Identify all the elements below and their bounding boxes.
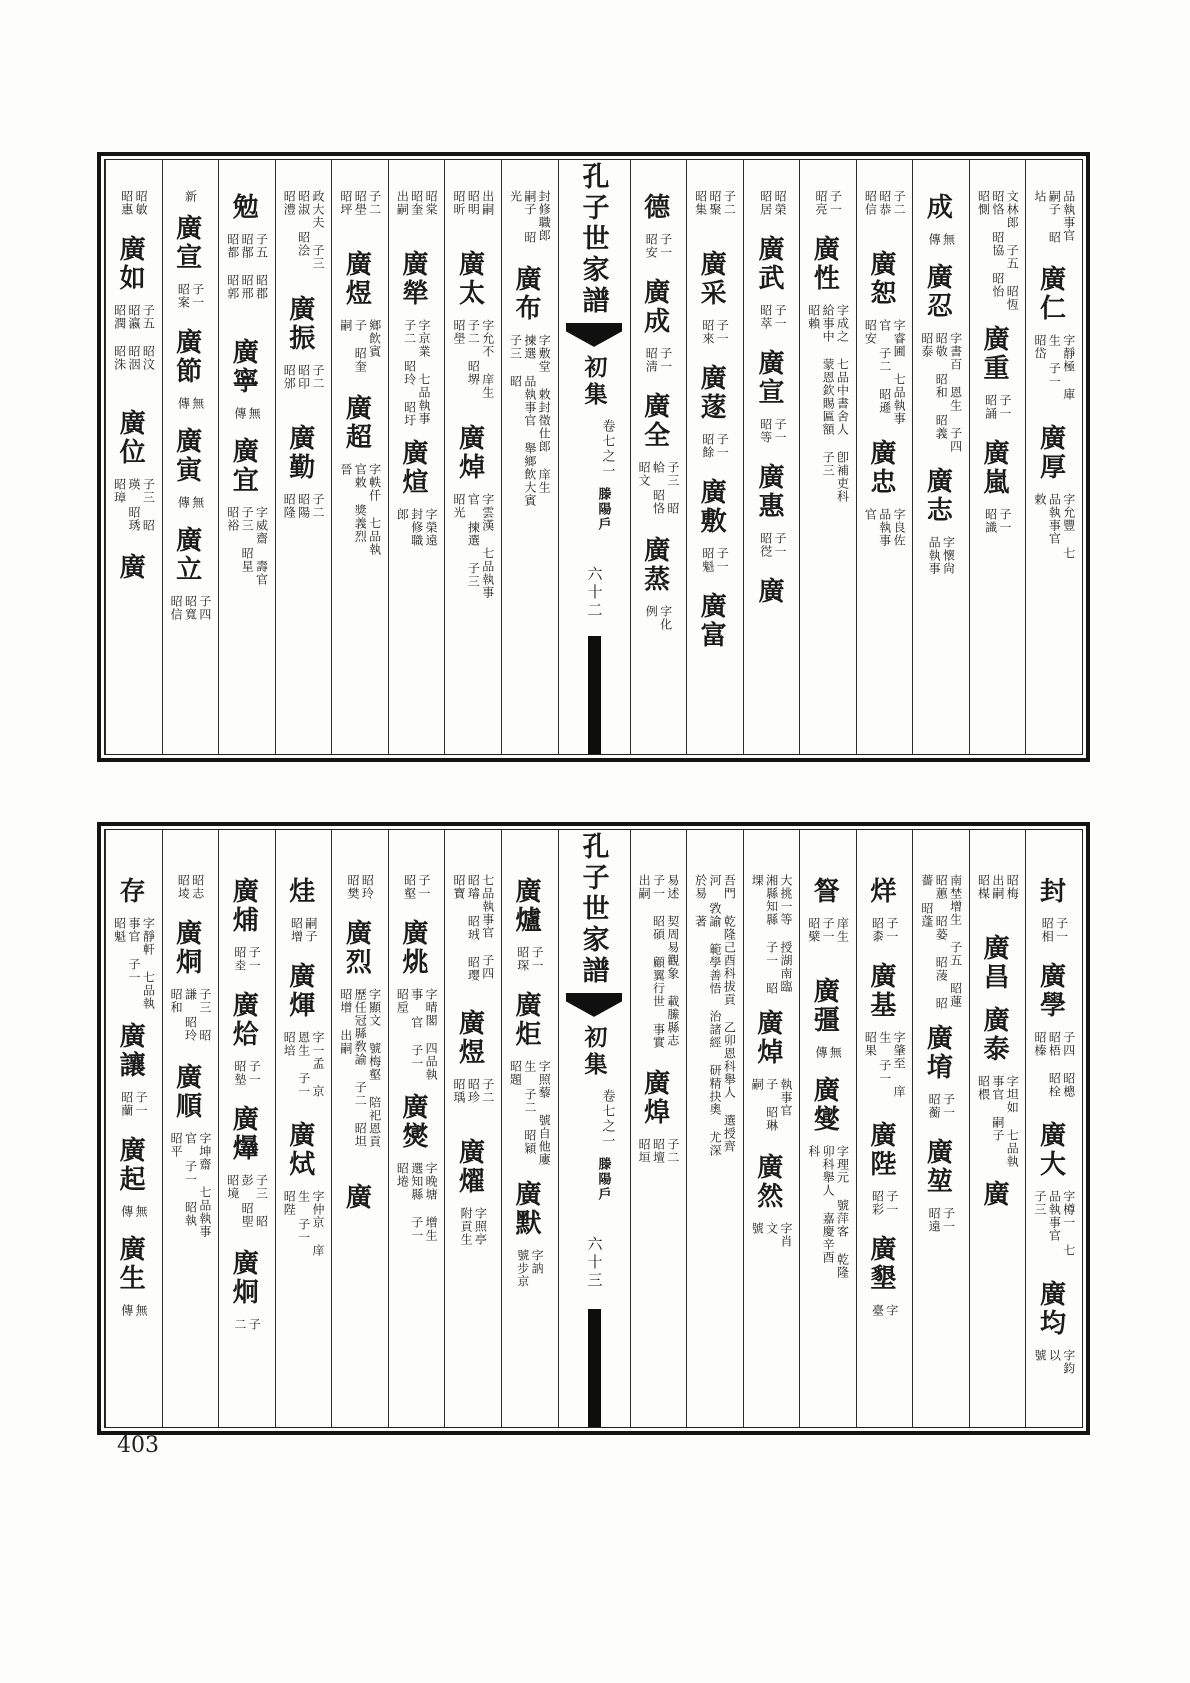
- person-name: 廣: [979, 1180, 1009, 1209]
- genealogy-column: [799, 830, 856, 1427]
- annotation-text: 政大夫 子三 昭淑 昭浍 昭澧: [282, 190, 326, 270]
- person-name: 廣: [342, 1183, 372, 1212]
- person-name: 廣全: [640, 392, 670, 450]
- person-name: 廣起: [116, 1136, 146, 1194]
- person-name: 廣厚: [1036, 424, 1066, 482]
- person-name: 廣振: [285, 295, 315, 353]
- person-name: 成: [923, 193, 953, 222]
- annotation-text: 子二: [232, 1318, 262, 1331]
- annotation-text: 字懷尙 品執事: [927, 536, 956, 575]
- annotation-text: 字訥 號步京: [515, 1249, 545, 1288]
- column-text-flow: [806, 870, 849, 1427]
- annotation-text: 字仲京 庠生 子一 昭陛: [282, 1190, 326, 1257]
- annotation-text: 出嗣 昭明 昭昕: [451, 190, 495, 216]
- annotation-text: 字化例: [644, 605, 673, 631]
- annotation-text: 無傳: [813, 1046, 843, 1059]
- genealogy-column: [501, 830, 558, 1427]
- genealogy-column: [105, 160, 162, 754]
- column-text-flow: [112, 186, 155, 754]
- annotation-text: 字肇至 庠生 子一 昭果: [863, 1031, 907, 1098]
- annotation-text: 子二 昭陽 昭隆: [282, 493, 326, 519]
- annotation-text: 字敷堂 敕封徵仕郎 庠生 揀選 品執事官 舉鄉飲大賓 子三 昭: [508, 334, 552, 507]
- person-name: 廣燮: [810, 1076, 840, 1134]
- folio-label: 六十二: [585, 566, 602, 620]
- annotation-text: 字威齋 壽官 子三 昭星 昭裕: [225, 506, 269, 586]
- person-name: 廣犖: [398, 250, 428, 308]
- annotation-text: 字靜軒 七品執事官 子一 昭魁: [112, 917, 156, 1010]
- genealogy-column: [630, 830, 687, 1427]
- page-inner-top: [104, 159, 1083, 755]
- household-label: 滕陽戶: [596, 1157, 612, 1202]
- column-text-flow: [508, 186, 551, 754]
- genealogy-column: [1025, 830, 1082, 1427]
- person-name: 廣爗: [229, 1105, 259, 1163]
- genealogy-column: [444, 830, 501, 1427]
- genealogy-column: [444, 160, 501, 754]
- person-name: 廣生: [116, 1235, 146, 1293]
- genealogy-column: [743, 830, 800, 1427]
- person-name: 廣均: [1036, 1280, 1066, 1338]
- annotation-text: 新: [183, 190, 198, 203]
- person-name: 廣墾: [866, 1235, 896, 1293]
- person-name: 德: [640, 193, 670, 222]
- person-name: 廣然: [753, 1153, 783, 1211]
- person-name: 廣讓: [116, 1022, 146, 1080]
- annotation-text: 子二 昭珍 昭瑀: [451, 1078, 495, 1104]
- annotation-text: 字鈞以 號: [1033, 1349, 1076, 1375]
- genealogy-column: [275, 160, 332, 754]
- person-name: 廣烳: [229, 877, 259, 935]
- person-name: 廣烒: [285, 1121, 315, 1179]
- genealogy-column: [856, 830, 913, 1427]
- person-name: 廣布: [512, 265, 542, 323]
- person-name: 廣宜: [229, 437, 259, 495]
- annotation-text: 子一 昭壑: [402, 874, 431, 900]
- annotation-text: 字靜極 庫生 子一 昭岱: [1033, 334, 1076, 401]
- annotation-text: 子一 昭琛: [515, 946, 545, 972]
- person-name: 廣忍: [923, 263, 953, 321]
- annotation-text: 字照藜 號自他廔 生 子二 昭穎 昭題: [508, 1060, 552, 1166]
- person-name: 廣烑: [398, 919, 428, 977]
- annotation-text: 庠生 子一 昭檗: [806, 917, 850, 943]
- person-name: 存: [116, 877, 146, 906]
- genealogy-column: [331, 160, 388, 754]
- genealogy-column: [1025, 160, 1082, 754]
- annotation-text: 字良佐 品執事 官: [863, 508, 907, 547]
- annotation-text: 子三 昭彭 昭堲 昭境: [225, 1174, 269, 1228]
- person-name: 廣焯: [753, 1009, 783, 1067]
- person-name: 廣勤: [285, 424, 315, 482]
- annotation-text: 無傳: [927, 233, 956, 246]
- column-text-flow: [452, 186, 495, 754]
- genealogy-column: [162, 830, 219, 1427]
- person-name: 廣煜: [455, 1009, 485, 1067]
- page-number: 403: [117, 1433, 159, 1458]
- column-text-flow: [920, 870, 963, 1427]
- person-name: 廣節: [172, 328, 202, 386]
- annotation-text: 執事官 子 昭琳 嗣: [750, 1078, 793, 1132]
- person-name: 廣炯: [229, 1249, 259, 1307]
- annotation-text: 子二 昭聚 昭集: [693, 190, 737, 216]
- person-name: 廣仁: [1036, 265, 1066, 323]
- annotation-text: 字軼仟 七品執 官敕 獎義烈 晉: [338, 463, 382, 556]
- person-name: 廣超: [342, 394, 372, 452]
- annotation-text: 字京業 七品執事 子二 昭玲 昭圩: [402, 319, 431, 427]
- genealogy-column: [218, 160, 275, 754]
- folio-label: 六十三: [585, 1236, 602, 1290]
- annotation-text: 字允不 庠生 子二 昭堺 昭壆: [451, 319, 495, 399]
- page-frame-top: [97, 152, 1090, 762]
- annotation-text: 子一 昭坴: [232, 946, 262, 972]
- annotation-text: 無傳: [176, 496, 205, 509]
- annotation-text: 封修職郎 嗣子 昭光: [508, 190, 552, 244]
- annotation-text: 子三 昭謙 昭玲 昭和: [169, 988, 212, 1042]
- person-name: 廣蒸: [640, 536, 670, 594]
- column-text-flow: [976, 186, 1019, 754]
- person-name: 廣蓫: [697, 364, 727, 422]
- genealogy-column: [912, 830, 969, 1427]
- annotation-text: 字雲漢 七品執事官 揀選 子三 昭光: [451, 493, 495, 599]
- book-title: 孔子世家譜: [578, 832, 609, 987]
- column-text-flow: [508, 870, 551, 1427]
- person-name: 廣默: [512, 1180, 542, 1238]
- annotation-text: 昭玲 昭樊: [346, 874, 375, 900]
- person-name: 廣學: [1036, 962, 1066, 1020]
- annotation-text: 鄉飲賓 子 昭奎 嗣: [338, 319, 382, 373]
- genealogy-column: [969, 830, 1026, 1427]
- annotation-text: 子二 昭壆 昭坪: [338, 190, 382, 216]
- person-name: 廣煊: [398, 439, 428, 497]
- annotation-text: 昭敏 昭惠: [119, 190, 149, 216]
- person-name: 廣惠: [755, 463, 785, 521]
- fishtail-ornament: [566, 323, 622, 349]
- title-column-top: [558, 160, 630, 754]
- person-name: 廣烈: [342, 919, 372, 977]
- person-name: 廣彊: [810, 977, 840, 1035]
- annotation-text: 子二 昭壇 昭垣: [637, 1138, 680, 1164]
- column-text-flow: [112, 870, 155, 1427]
- person-name: 廣忠: [866, 439, 896, 497]
- annotation-text: 子五 昭郡 昭鄁 昭邢 昭都 昭郭: [225, 233, 269, 300]
- column-text-flow: [395, 870, 438, 1427]
- annotation-text: 無傳: [176, 397, 205, 410]
- person-name: 廣宣: [755, 349, 785, 407]
- person-name: 詧: [810, 877, 840, 906]
- annotation-text: 字樽一 七品執事官 子三: [1033, 1190, 1076, 1257]
- annotation-text: 字臺: [870, 1304, 899, 1317]
- person-name: 勉: [229, 193, 259, 222]
- annotation-text: 字坦如 七品執事官 嗣子 昭椳: [976, 1075, 1020, 1168]
- annotation-text: 子一 昭萃: [758, 304, 788, 330]
- person-name: 廣: [116, 553, 146, 582]
- person-name: 封: [1036, 877, 1066, 906]
- column-text-flow: [693, 870, 736, 1427]
- annotation-text: 子一 昭遠: [927, 1207, 956, 1233]
- annotation-text: 無傳: [119, 1304, 149, 1317]
- person-name: 廣嵐: [979, 439, 1009, 497]
- column-text-flow: [452, 870, 495, 1427]
- annotation-text: 子一 昭餘: [700, 433, 730, 459]
- annotation-text: 子四 昭樬 昭梧 昭栓 昭榛: [1033, 1031, 1076, 1098]
- genealogy-column: [162, 160, 219, 754]
- column-text-flow: [338, 870, 381, 1427]
- column-text-flow: [806, 186, 849, 754]
- column-text-flow: [863, 870, 906, 1427]
- annotation-text: 昭志 昭堎: [176, 874, 205, 900]
- person-name: 烊: [866, 877, 896, 906]
- person-name: 廣煜: [342, 250, 372, 308]
- person-name: 廣炬: [512, 991, 542, 1049]
- annotation-text: 子二 昭恭 昭信: [863, 190, 907, 216]
- genealogy-column: [105, 830, 162, 1427]
- annotation-text: 字坤齋 七品執事官 子一 昭執 昭平: [169, 1132, 212, 1238]
- annotation-text: 字書百 恩生 子四 昭敬 昭和 昭義 昭泰: [919, 332, 963, 453]
- person-name: 廣志: [923, 467, 953, 525]
- person-name: 廣堉: [923, 1024, 953, 1082]
- person-name: 烓: [285, 877, 315, 906]
- annotation-text: 子一 昭識: [983, 508, 1013, 534]
- annotation-text: 無傳: [119, 1205, 149, 1218]
- annotation-text: 子一 昭案: [176, 283, 205, 309]
- annotation-text: 子一 昭相: [1040, 917, 1069, 943]
- annotation-text: 字榮遠 封修職 郎: [395, 508, 439, 547]
- person-name: 廣烔: [172, 919, 202, 977]
- annotation-text: 子一 昭魁: [700, 547, 730, 573]
- collection-label: 初集: [581, 1025, 607, 1079]
- annotation-text: 七品執事官 子四 昭璿 昭珬 昭璎 昭寶: [451, 874, 495, 982]
- person-name: 廣立: [172, 526, 202, 584]
- person-name: 廣基: [866, 962, 896, 1020]
- column-text-flow: [920, 186, 963, 754]
- fishtail-ornament: [566, 993, 622, 1019]
- person-name: 廣寧: [229, 338, 259, 396]
- genealogy-column: [969, 160, 1026, 754]
- column-text-flow: [395, 186, 438, 754]
- annotation-text: 子四 昭寬 昭信: [169, 595, 212, 621]
- person-name: 廣武: [755, 235, 785, 293]
- annotation-text: 字允豐 七品執事官 敕: [1033, 493, 1076, 560]
- annotation-text: 昭梅 出嗣 昭楳: [976, 874, 1020, 900]
- column-text-flow: [225, 870, 268, 1427]
- person-name: 廣富: [697, 592, 727, 650]
- annotation-text: 子一 昭彩: [870, 1190, 899, 1216]
- person-name: 廣大: [1036, 1121, 1066, 1179]
- household-label: 滕陽戶: [596, 487, 612, 532]
- column-text-flow: [863, 186, 906, 754]
- annotation-text: 字成之 七品中書舍人 卽補吏科給事中 蒙恩欽賜匾額 子三 昭賴: [806, 304, 850, 503]
- column-text-flow: [225, 186, 268, 754]
- page-frame-bottom: [97, 822, 1090, 1435]
- column-text-flow: [169, 870, 212, 1427]
- annotation-text: 子一 昭蘅: [927, 1093, 956, 1119]
- person-name: 廣采: [697, 250, 727, 308]
- person-name: 廣烚: [229, 991, 259, 1049]
- annotation-text: 字一孟 京恩生 子一 昭培: [282, 1031, 326, 1098]
- column-text-flow: [637, 870, 680, 1427]
- column-text-flow: [169, 186, 212, 754]
- person-name: 廣順: [172, 1063, 202, 1121]
- person-name: 廣恕: [866, 250, 896, 308]
- person-name: 廣成: [640, 278, 670, 336]
- genealogy-column: [388, 160, 445, 754]
- page-inner-bottom: [104, 829, 1083, 1428]
- annotation-text: 南埜增生 子五 昭蓮 昭蕙 昭蒆 昭蓤 昭薔 昭蓬: [919, 874, 963, 1010]
- genealogy-column: [630, 160, 687, 754]
- annotation-text: 子五 昭汶 昭瀛 昭洇 昭潤 昭洙: [112, 304, 156, 371]
- column-text-flow: [637, 186, 680, 754]
- column-text-flow: [282, 870, 325, 1427]
- person-name: 廣㷆: [640, 1069, 670, 1127]
- person-name: 廣堃: [923, 1138, 953, 1196]
- annotation-text: 字照亭 附貢生: [459, 1207, 488, 1246]
- annotation-text: 子三 昭帢 昭恪 昭文: [637, 461, 680, 515]
- person-name: 廣敷: [697, 478, 727, 536]
- person-name: 廣性: [810, 235, 840, 293]
- column-text-flow: [976, 870, 1019, 1427]
- column-text-flow: [1033, 186, 1076, 754]
- column-text-flow: [1033, 870, 1076, 1427]
- genealogy-column: [686, 830, 743, 1427]
- column-text-flow: [338, 186, 381, 754]
- person-name: 廣昌: [979, 934, 1009, 992]
- annotation-text: 子一 昭蘭: [119, 1091, 149, 1117]
- person-name: 廣燿: [455, 1138, 485, 1196]
- center-ink-bar: [588, 636, 601, 754]
- title-column-bottom: [558, 830, 630, 1427]
- collection-label: 初集: [581, 355, 607, 409]
- annotation-text: 子一 昭等: [758, 418, 788, 444]
- volume-label: 卷七之一: [600, 419, 616, 479]
- book-title: 孔子世家譜: [578, 162, 609, 317]
- annotation-text: 易述 契周易觀象 載縢縣志 子一 昭碩 顧翼行世 事實 出嗣: [637, 874, 680, 1049]
- person-name: 廣爕: [398, 1093, 428, 1151]
- genealogy-column: [388, 830, 445, 1427]
- annotation-text: 子一 昭桼: [870, 917, 899, 943]
- person-name: 廣: [755, 577, 785, 606]
- person-name: 廣爐: [512, 877, 542, 935]
- center-ink-bar: [588, 1309, 601, 1427]
- genealogy-column: [686, 160, 743, 754]
- annotation-text: 子一 昭淸: [644, 347, 673, 373]
- annotation-text: 子一 昭來: [700, 319, 730, 345]
- annotation-text: 子一 昭墊: [232, 1060, 262, 1086]
- genealogy-column: [743, 160, 800, 754]
- annotation-text: 昭棠 昭奎 出嗣: [395, 190, 439, 216]
- annotation-text: 嗣子 昭增: [289, 917, 318, 943]
- annotation-text: 子一 昭亮: [813, 190, 843, 216]
- person-name: 廣宣: [172, 214, 202, 272]
- annotation-text: 吾門 乾隆己酉科拔貢 乙卯恩科舉人 選授齊河 敩諭 範學善悟 治諸經 研精抉奧 尤深於易 著: [693, 874, 737, 1157]
- annotation-text: 字晴閣 四品執事 官 子一 昭垕: [395, 988, 439, 1081]
- genealogy-column: [218, 830, 275, 1427]
- annotation-text: 昭榮 昭居: [758, 190, 788, 216]
- genealogy-column: [912, 160, 969, 754]
- annotation-text: 字顯文 號梅壑 陪祀恩貢 歷任冠縣敎諭 子二 昭坦 昭增 出嗣: [338, 988, 382, 1148]
- annotation-text: 子三 昭瑛 昭琇 昭璋: [112, 478, 156, 532]
- person-name: 廣寅: [172, 427, 202, 485]
- genealogy-column: [275, 830, 332, 1427]
- person-name: 廣泰: [979, 1006, 1009, 1064]
- annotation-text: 字晚塘 增生 選知縣 子一 昭埢: [395, 1162, 439, 1242]
- person-name: 廣焯: [455, 424, 485, 482]
- column-text-flow: [693, 186, 736, 754]
- column-text-flow: [756, 186, 787, 754]
- person-name: 廣陛: [866, 1121, 896, 1179]
- annotation-text: 字理元 號萍客 乾隆卯科舉人 嘉慶辛酉 科: [806, 1145, 850, 1279]
- column-text-flow: [750, 870, 793, 1427]
- annotation-text: 品執事官 嗣子 昭坫: [1033, 190, 1076, 244]
- annotation-text: 文林郎 子五 昭恆 昭恪 昭協 昭怡 昭惻: [976, 190, 1020, 311]
- annotation-text: 字睿圃 七品執事官 子二 昭遜 昭安: [863, 319, 907, 425]
- annotation-text: 子一 昭安: [644, 233, 673, 259]
- annotation-text: 大挑一等 授湖南臨湘縣知縣 子一 昭堁: [750, 874, 793, 995]
- annotation-text: 無傳: [232, 407, 262, 420]
- annotation-text: 字肖文 號: [750, 1222, 793, 1248]
- annotation-text: 子一 昭徔: [758, 532, 788, 558]
- column-text-flow: [282, 186, 325, 754]
- person-name: 廣位: [116, 409, 146, 467]
- genealogy-column: [501, 160, 558, 754]
- annotation-text: 子二 昭印 昭邠: [282, 364, 326, 390]
- person-name: 廣重: [979, 325, 1009, 383]
- volume-label: 卷七之一: [600, 1089, 616, 1149]
- genealogy-column: [331, 830, 388, 1427]
- person-name: 廣太: [455, 250, 485, 308]
- genealogy-column: [856, 160, 913, 754]
- annotation-text: 子一 昭誦: [983, 394, 1013, 420]
- person-name: 廣如: [116, 235, 146, 293]
- person-name: 廣煇: [285, 962, 315, 1020]
- genealogy-column: [799, 160, 856, 754]
